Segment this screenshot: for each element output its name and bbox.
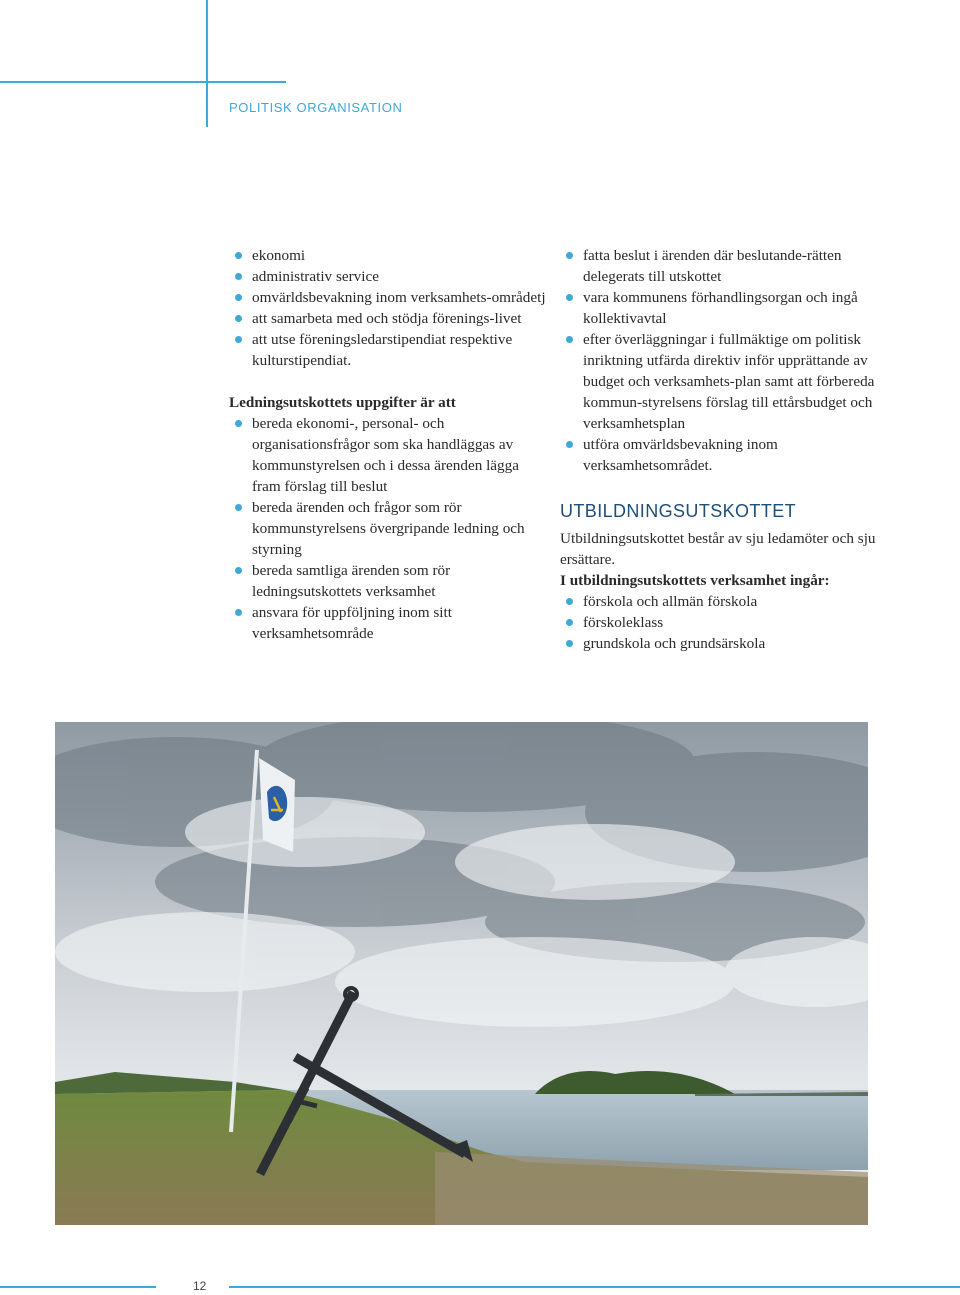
utbildningsutskottet-heading: UTBILDNINGSUTSKOTTET [560, 501, 797, 521]
left-list-1 [229, 245, 549, 371]
list-item: bereda ekonomi-, personal- och organisationsfrågor som ska handläggas av kommunstyrelsen och i dessa ärenden lägga fram förslag till beslut [229, 413, 549, 497]
list-item: administrativ service [229, 266, 549, 287]
ledningsutskottet-lead: Ledningsutskottets uppgifter är att [229, 394, 456, 411]
left-column [229, 245, 549, 644]
list-item: bereda samtliga ärenden som rör ledningsutskottets verksamhet [229, 560, 549, 602]
list-item: förskoleklass [560, 612, 880, 633]
list-item: fatta beslut i ärenden där beslutande-rätten delegerats till utskottet [560, 245, 880, 287]
list-item: grundskola och grundsärskola [560, 633, 880, 654]
right-column [560, 245, 880, 654]
footer-rule-right [229, 1286, 960, 1288]
utbildningsutskottet-intro: Utbildningsutskottet består av sju ledamöter och sju ersättare. [560, 530, 876, 568]
list-item: efter överläggningar i fullmäktige om politisk inriktning utfärda direktiv inför upprättande av budget och verksamhets-plan samt att förbereda kommun-styrelsens förslag till ettårsbudget och verksamhetsplan [560, 329, 880, 434]
list-item: vara kommunens förhandlingsorgan och ingå kollektivavtal [560, 287, 880, 329]
utbildningsutskottet-lead: I utbildningsutskottets verksamhet ingår: [560, 572, 830, 589]
crop-mark-vertical [206, 0, 208, 127]
list-item: ekonomi [229, 245, 549, 266]
right-list-1 [560, 245, 880, 476]
page-number: 12 [193, 1279, 207, 1293]
harbor-anchor-photo [55, 722, 868, 1225]
list-item: att samarbeta med och stödja förenings-livet [229, 308, 549, 329]
list-item: ansvara för uppföljning inom sitt verksamhetsområde [229, 602, 549, 644]
list-item: omvärldsbevakning inom verksamhets-områdetj [229, 287, 549, 308]
list-item: förskola och allmän förskola [560, 591, 880, 612]
list-item: att utse föreningsledarstipendiat respektive kulturstipendiat. [229, 329, 549, 371]
crop-mark-horizontal [0, 81, 286, 83]
list-item: bereda ärenden och frågor som rör kommunstyrelsens övergripande ledning och styrning [229, 497, 549, 560]
right-list-2 [560, 591, 880, 654]
left-list-2 [229, 413, 549, 644]
footer-rule-left [0, 1286, 156, 1288]
list-item: utföra omvärldsbevakning inom verksamhetsområdet. [560, 434, 880, 476]
section-label: POLITISK ORGANISATION [229, 100, 403, 115]
